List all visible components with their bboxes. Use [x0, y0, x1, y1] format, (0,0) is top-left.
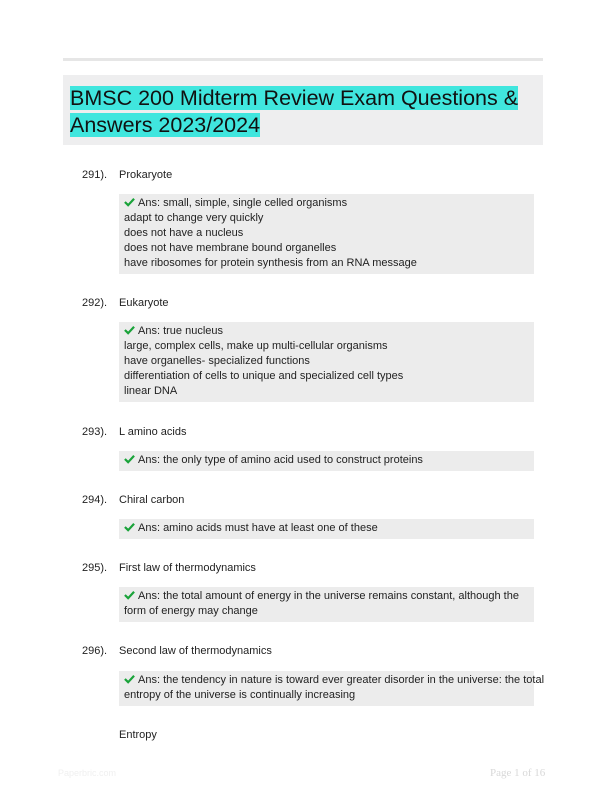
check-icon	[124, 674, 135, 684]
answer-line: have organelles- specialized functions	[124, 355, 310, 367]
answer-text: Ans: small, simple, single celled organisms	[138, 197, 348, 209]
answer-line	[124, 521, 529, 536]
answer-text: Ans: the tendency in nature is toward ever greater disorder in the universe: the total	[138, 674, 545, 686]
answer-line: have ribosomes for protein synthesis from an RNA message	[124, 257, 417, 269]
question-number: 293).	[82, 426, 108, 438]
question-term: Second law of thermodynamics	[119, 645, 272, 657]
answer-box	[119, 587, 534, 622]
check-icon	[124, 590, 135, 600]
question-number: 295).	[82, 562, 108, 574]
answer-line: adapt to change very quickly	[124, 212, 264, 224]
answer-line	[124, 673, 545, 688]
question-term: Prokaryote	[119, 169, 173, 181]
answer-line: does not have a nucleus	[124, 227, 244, 239]
top-rule	[63, 58, 543, 61]
answer-line	[124, 196, 529, 211]
question-number: 291).	[82, 169, 108, 181]
check-icon	[124, 197, 135, 207]
answer-box	[119, 194, 534, 274]
next-term: Entropy	[119, 729, 157, 741]
answer-line: linear DNA	[124, 385, 178, 397]
answer-text: Ans: amino acids must have at least one of these	[138, 522, 378, 534]
footer-watermark: Paperbric.com	[58, 768, 117, 778]
answer-box	[119, 322, 534, 402]
page-number: Page 1 of 16	[490, 767, 546, 779]
page-title	[70, 85, 540, 139]
answer-line: large, complex cells, make up multi-cellular organisms	[124, 340, 388, 352]
answer-line: does not have membrane bound organelles	[124, 242, 337, 254]
answer-box	[119, 671, 545, 706]
answer-text: Ans: the only type of amino acid used to construct proteins	[138, 454, 423, 466]
check-icon	[124, 325, 135, 335]
answer-line: form of energy may change	[124, 605, 258, 617]
question-number: 292).	[82, 297, 108, 309]
question-term: Chiral carbon	[119, 494, 185, 506]
answer-line: differentiation of cells to unique and specialized cell types	[124, 370, 404, 382]
question-term: L amino acids	[119, 426, 187, 438]
question-number: 296).	[82, 645, 108, 657]
check-icon	[124, 522, 135, 532]
answer-text: Ans: the total amount of energy in the universe remains constant, although the	[138, 590, 519, 602]
question-term: Eukaryote	[119, 297, 169, 309]
question-term: First law of thermodynamics	[119, 562, 256, 574]
check-icon	[124, 454, 135, 464]
question-number: 294).	[82, 494, 108, 506]
answer-line	[124, 324, 529, 339]
answer-line	[124, 589, 529, 604]
answer-text: Ans: true nucleus	[138, 325, 223, 337]
answer-line: entropy of the universe is continually increasing	[124, 689, 356, 701]
answer-box	[119, 451, 534, 471]
page-title-text: BMSC 200 Midterm Review Exam Questions & Answers 2023/2024	[70, 86, 519, 137]
answer-line	[124, 453, 529, 468]
answer-box	[119, 519, 534, 539]
